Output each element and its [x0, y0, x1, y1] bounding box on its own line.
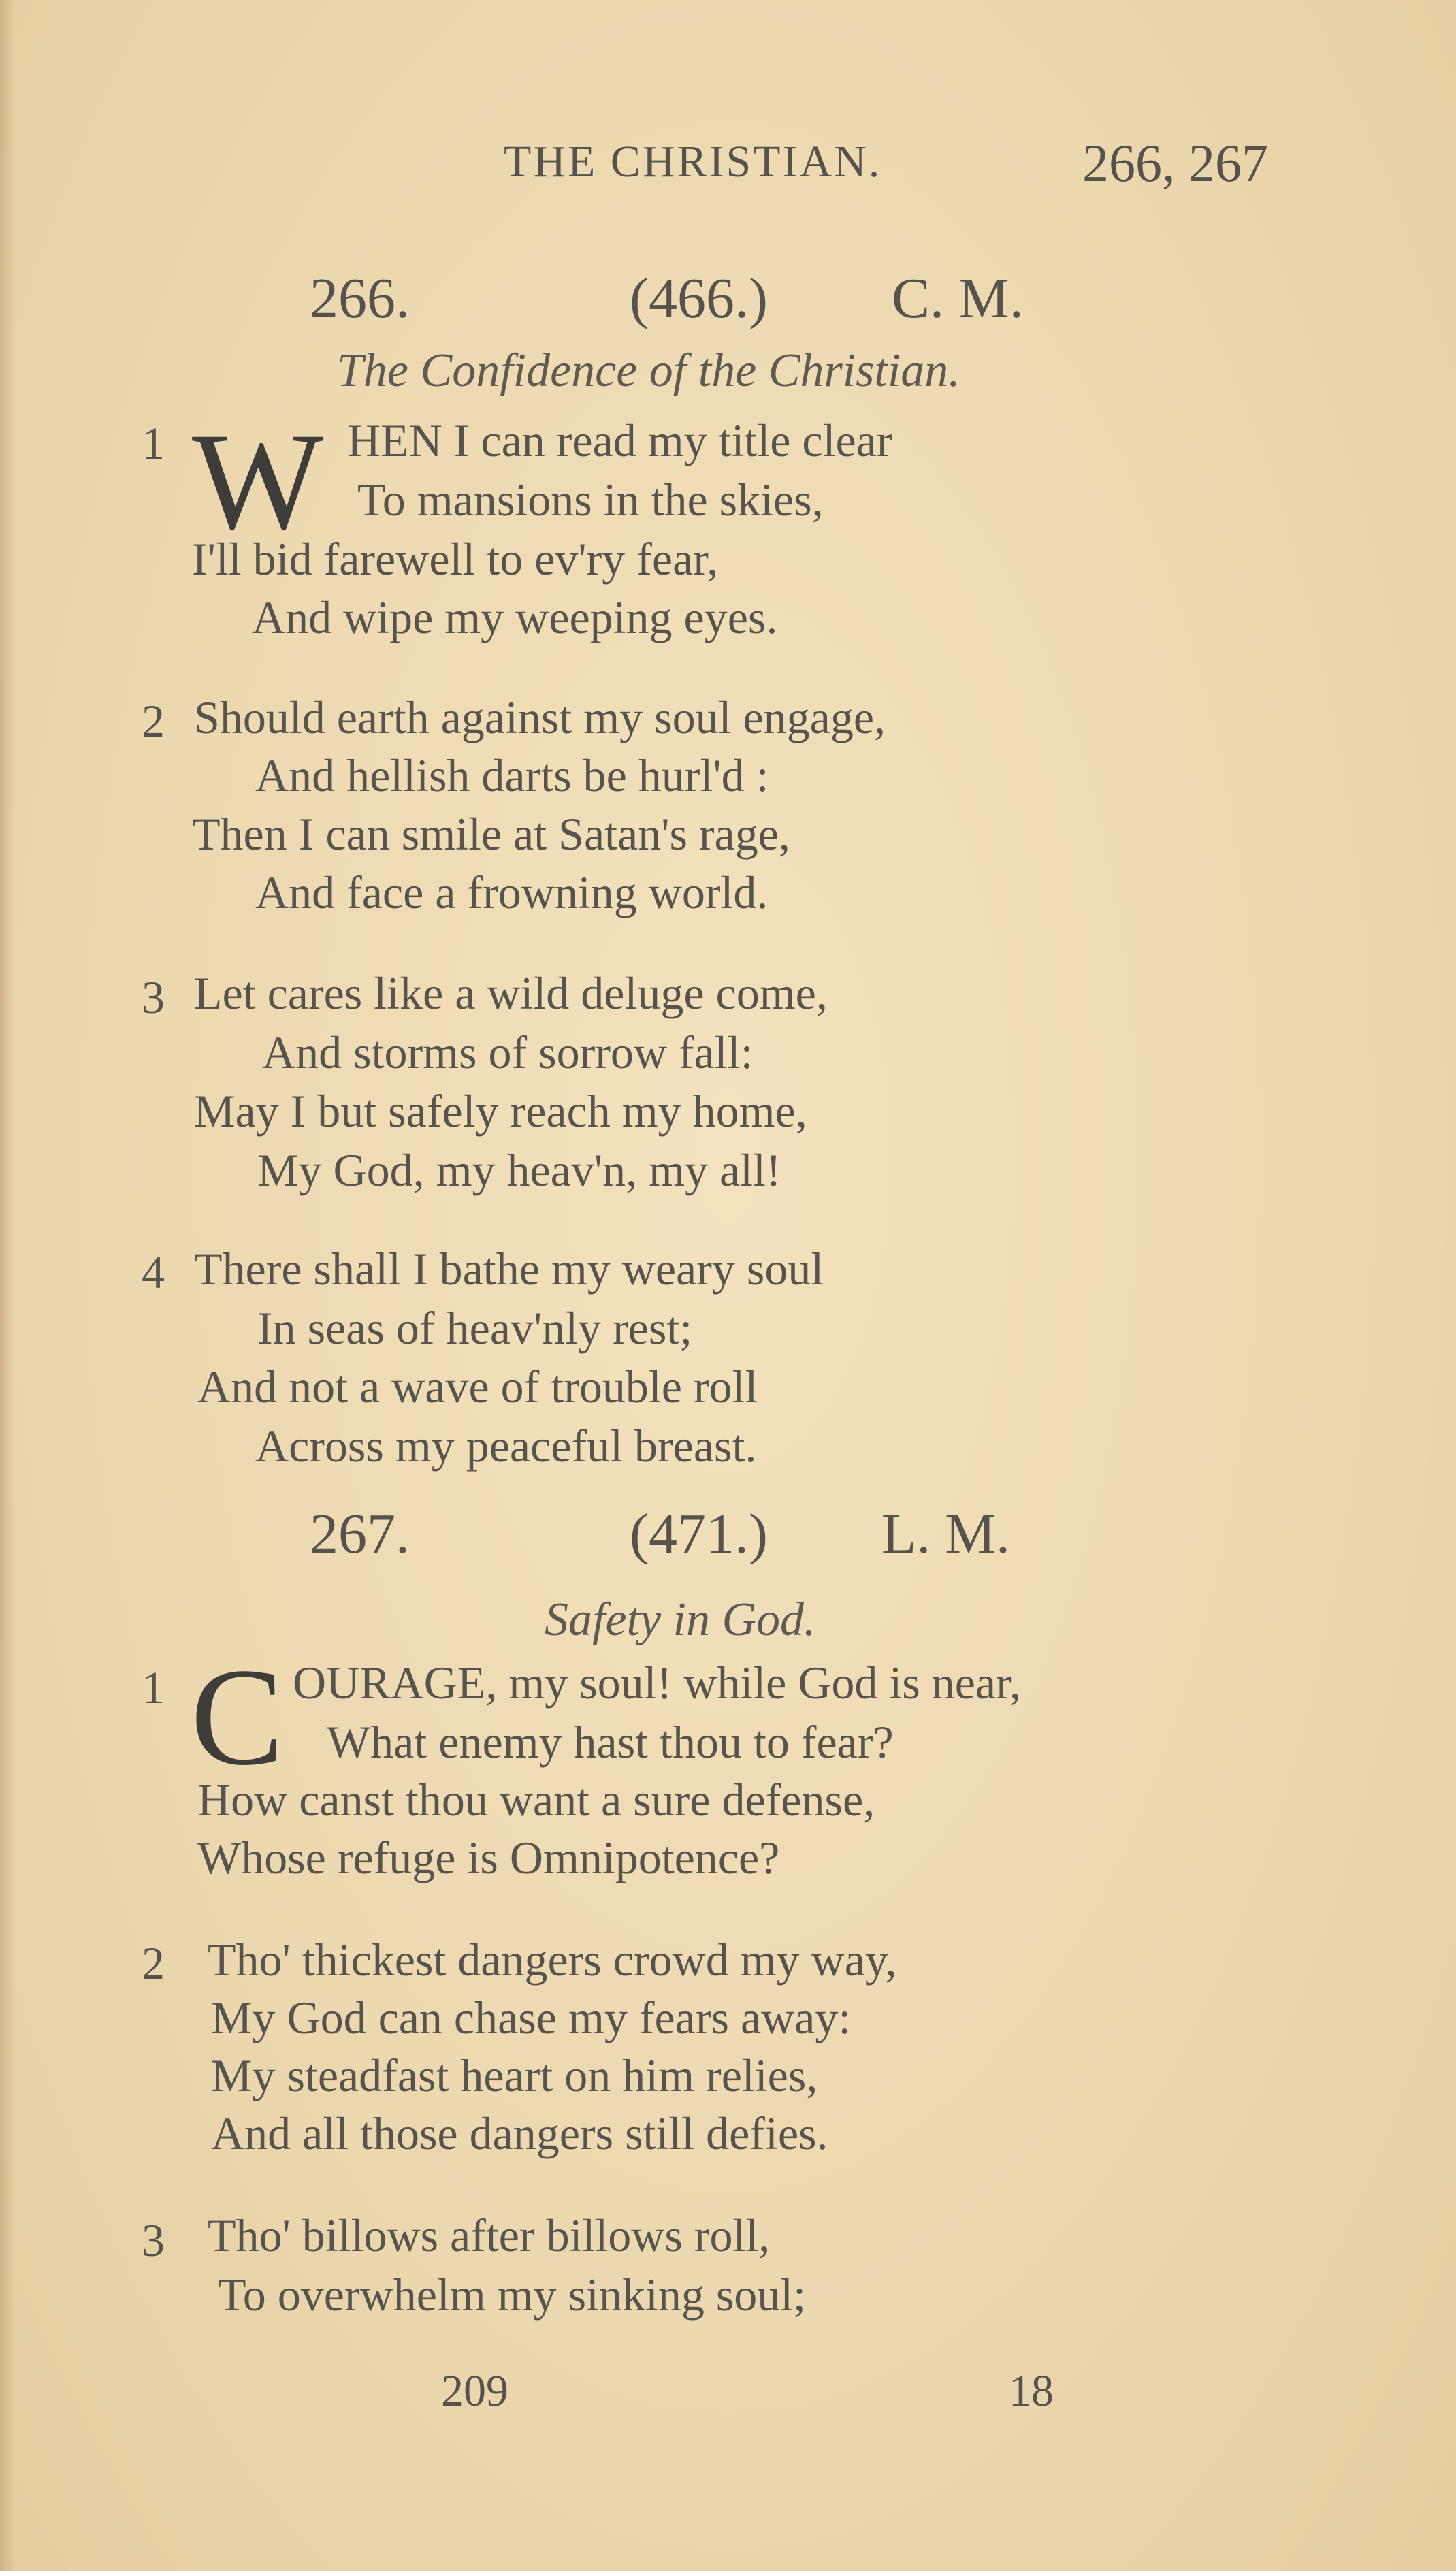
signature-mark: 18 — [1009, 2366, 1054, 2416]
verse-line: My God can chase my fears away: — [211, 1992, 852, 2043]
verse-line: In seas of heav'nly rest; — [257, 1302, 693, 1354]
dropcap-letter: C — [191, 1640, 284, 1794]
verse-line: And hellish darts be hurl'd : — [255, 749, 769, 801]
verse-line: Tho' thickest dangers crowd my way, — [208, 1934, 897, 1986]
verse-line: And wipe my weeping eyes. — [252, 592, 778, 643]
verse-line: May I but safely reach my home, — [194, 1085, 807, 1137]
hymn-meter: L. M. — [881, 1502, 1010, 1566]
stanza-number: 3 — [142, 971, 165, 1023]
verse-line: HEN I can read my title clear — [347, 415, 892, 466]
stanza-number: 1 — [142, 1662, 165, 1713]
hymn-number: 267. — [310, 1502, 410, 1566]
page-gutter-shadow — [0, 0, 15, 2571]
stanza-number: 2 — [142, 695, 165, 747]
verse-line: And all those dangers still defies. — [211, 2107, 828, 2159]
verse-line: OURAGE, my soul! while God is near, — [293, 1657, 1022, 1709]
stanza-number: 3 — [142, 2214, 165, 2266]
verse-line: I'll bid farewell to ev'ry fear, — [192, 533, 719, 585]
hymn-number: 266. — [310, 267, 410, 330]
verse-line: Should earth against my soul engage, — [194, 692, 886, 743]
verse-line: My God, my heav'n, my all! — [257, 1144, 781, 1196]
hymn-tune-number: (471.) — [630, 1502, 768, 1566]
verse-line: Let cares like a wild deluge come, — [194, 967, 828, 1019]
verse-line: There shall I bathe my weary soul — [194, 1243, 824, 1295]
verse-line: And face a frowning world. — [255, 867, 769, 918]
verse-line: Whose refuge is Omnipotence? — [197, 1832, 780, 1883]
verse-line: And storms of sorrow fall: — [262, 1026, 754, 1078]
verse-line: My steadfast heart on him relies, — [211, 2050, 818, 2101]
hymn-meter: C. M. — [892, 267, 1024, 330]
verse-line: And not a wave of trouble roll — [197, 1361, 758, 1412]
hymn-tune-number: (466.) — [630, 267, 768, 330]
hymn-266-title: The Confidence of the Christian. — [337, 344, 960, 397]
header-page-numbers: 266, 267 — [1082, 133, 1268, 193]
stanza-number: 1 — [142, 417, 165, 469]
running-head: THE CHRISTIAN. — [504, 137, 882, 187]
verse-line: What enemy hast thou to fear? — [327, 1716, 894, 1768]
page-number-footer: 209 — [441, 2366, 508, 2416]
verse-line: Tho' billows after billows roll, — [208, 2210, 771, 2261]
stanza-number: 2 — [142, 1937, 165, 1989]
verse-line: Across my peaceful breast. — [255, 1420, 757, 1472]
verse-line: To mansions in the skies, — [357, 474, 824, 525]
hymn-267-title: Safety in God. — [545, 1594, 816, 1646]
stanza-number: 4 — [142, 1246, 165, 1298]
verse-line: How canst thou want a sure defense, — [197, 1774, 875, 1826]
verse-line: Then I can smile at Satan's rage, — [192, 808, 790, 860]
dropcap-letter: W — [192, 404, 324, 559]
verse-line: To overwhelm my sinking soul; — [218, 2269, 807, 2321]
